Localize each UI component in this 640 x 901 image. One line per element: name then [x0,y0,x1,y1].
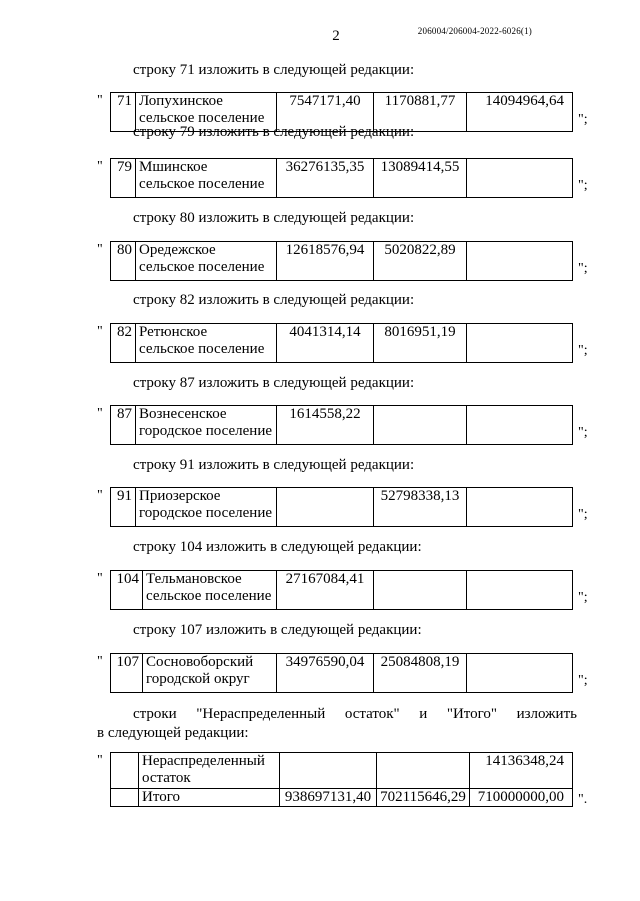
quote-close: ". [578,792,588,807]
total-row [111,789,573,807]
value-col-2: 702115646,29 [377,789,470,807]
municipality-name: Ретюнское сельское поселение [136,324,277,363]
value-col-1: 4041314,14 [277,324,374,363]
quote-close: "; [578,112,588,127]
quote-close: "; [578,178,588,193]
row-intro-71: строку 71 изложить в следующей редакции: [133,62,415,78]
row-number: 107 [111,654,143,693]
value-col-3: 710000000,00 [470,789,573,807]
quote-open: " [97,654,103,669]
row-intro-82: строку 82 изложить в следующей редакции: [133,292,415,308]
amendment-row-107 [110,653,573,693]
quote-open: " [97,571,103,586]
unallocated-row [111,753,573,789]
row-number: 71 [111,93,136,132]
value-col-2: 13089414,55 [374,159,467,198]
value-col-1: 36276135,35 [277,159,374,198]
quote-close: "; [578,261,588,276]
municipality-name: Сосновоборский городской округ [143,654,277,693]
value-col-3: 14094964,64 [467,93,573,132]
row-intro-91: строку 91 изложить в следующей редакции: [133,457,415,473]
row-number: 82 [111,324,136,363]
quote-open: " [97,242,103,257]
quote-open: " [97,324,103,339]
quote-open: " [97,488,103,503]
row-intro-80: строку 80 изложить в следующей редакции: [133,210,415,226]
page-number: 2 [332,28,340,44]
row-number: 87 [111,406,136,445]
value-col-1: 27167084,41 [277,571,374,610]
municipality-name: Тельмановское сельское поселение [143,571,277,610]
municipality-name: Мшинское сельское поселение [136,159,277,198]
row-number: 91 [111,488,136,527]
quote-open: " [97,159,103,174]
value-col-1: 34976590,04 [277,654,374,693]
value-col-2: 1170881,77 [374,93,467,132]
value-col-3 [467,242,573,281]
value-col-3 [467,654,573,693]
row-number: 104 [111,571,143,610]
row-intro-104: строку 104 изложить в следующей редакции: [133,539,422,555]
municipality-name: Вознесенское городское поселение [136,406,277,445]
value-col-3 [467,406,573,445]
value-col-1: 1614558,22 [277,406,374,445]
amendment-row-104 [110,570,573,610]
row-number: 79 [111,159,136,198]
row-number: 80 [111,242,136,281]
value-col-2: 52798338,13 [374,488,467,527]
row-label: Нераспределенный остаток [139,753,280,789]
value-col-2 [374,571,467,610]
municipality-name: Лопухинское сельское поселение [136,93,277,132]
amendment-row-91 [110,487,573,527]
quote-close: "; [578,343,588,358]
value-col-1: 12618576,94 [277,242,374,281]
value-col-3 [467,571,573,610]
value-col-3 [467,159,573,198]
value-col-1: 938697131,40 [280,789,377,807]
value-col-1 [277,488,374,527]
amendment-row-80 [110,241,573,281]
quote-open: " [97,93,103,108]
totals-table [110,752,573,807]
closing-paragraph: строки "Нераспределенный остаток" и "Итого" изложить в следующей редакции: [97,706,577,741]
municipality-name: Оредежское сельское поселение [136,242,277,281]
value-col-3 [467,324,573,363]
quote-open: " [97,753,103,768]
value-col-2 [374,406,467,445]
quote-open: " [97,406,103,421]
row-number [111,753,139,789]
value-col-3: 14136348,24 [470,753,573,789]
quote-close: "; [578,425,588,440]
value-col-2: 8016951,19 [374,324,467,363]
row-label: Итого [139,789,280,807]
value-col-2: 25084808,19 [374,654,467,693]
quote-close: "; [578,507,588,522]
row-intro-107: строку 107 изложить в следующей редакции: [133,622,422,638]
amendment-row-82 [110,323,573,363]
row-intro-79: строку 79 изложить в следующей редакции: [133,124,415,140]
value-col-2 [377,753,470,789]
value-col-1 [280,753,377,789]
quote-close: "; [578,673,588,688]
document-id: 206004/206004-2022-6026(1) [417,26,532,36]
row-intro-87: строку 87 изложить в следующей редакции: [133,375,415,391]
quote-close: "; [578,590,588,605]
row-number [111,789,139,807]
value-col-1: 7547171,40 [277,93,374,132]
amendment-row-79 [110,158,573,198]
municipality-name: Приозерское городское поселение [136,488,277,527]
value-col-2: 5020822,89 [374,242,467,281]
value-col-3 [467,488,573,527]
amendment-row-87 [110,405,573,445]
